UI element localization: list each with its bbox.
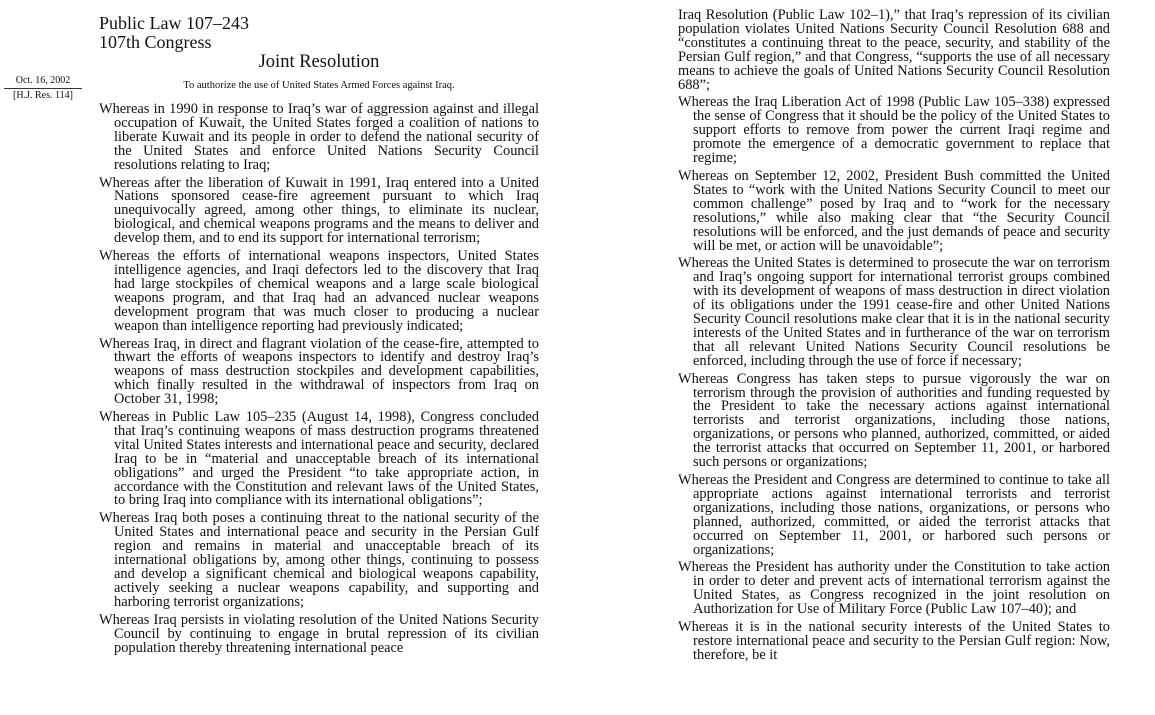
whereas-clause: Whereas the efforts of international weapons inspectors, United States intelligence agencies, and Iraqi defectors led to the discovery that Iraq had large stockpiles of chemical weapons and a large scale biological weapons program, and that Iraq had an advanced nuclear weapons development program that was much closer to producing a nuclear weapon than intelligence reporting had previously indicated;	[99, 248, 539, 334]
whereas-clause: Whereas the President has authority under the Constitution to take action in order to deter and prevent acts of international terrorism against the United States, as Congress recognized in the joint resolution on Authorization for Use of Military Force (Public Law 107–40); and	[678, 559, 1110, 618]
continued-clause: Iraq Resolution (Public Law 102–1),” that Iraq’s repression of its civilian population violates United Nations Security Council Resolution 688 and “constitutes a continuing threat to the peace, security, and stability of the Persian Gulf region,” and that Congress, “supports the use of all necessary means to achieve the goals of United Nations Security Council Resolution 688”;	[678, 7, 1110, 93]
whereas-clause: Whereas Iraq both poses a continuing threat to the national security of the United States and international peace and security in the Persian Gulf region and remains in material and unacceptable breach of its international obligations by, among other things, continuing to possess and develop a significant chemical and biological weapons capability, actively seeking a nuclear weapons capability, and supporting and harboring terrorist organizations;	[99, 510, 539, 610]
whereas-clause: Whereas on September 12, 2002, President Bush committed the United States to “work with the United Nations Security Council to meet our common challenge” posed by Iraq and to “work for the necessary resolutions,” while also making clear that “the Security Council resolutions will be enforced, and the just demands of peace and security will be met, or action will be unavoidable”;	[678, 167, 1110, 254]
whereas-clause: Whereas Iraq, in direct and flagrant violation of the cease-fire, attempted to thwart the efforts of weapons inspectors to identify and destroy Iraq’s weapons of mass destruction stockpiles and development capabilities, which finally resulted in the withdrawal of inspectors from Iraq on October 31, 1998;	[99, 335, 539, 408]
left-page	[0, 0, 560, 715]
whereas-clause: Whereas after the liberation of Kuwait in 1991, Iraq entered into a United Nations sponsored cease-fire agreement pursuant to which Iraq unequivocally agreed, among other things, to eliminate its nuclear, biological, and chemical weapons programs and the means to deliver and develop them, and to end its support for international terrorism;	[99, 174, 539, 247]
whereas-clause: Whereas in Public Law 105–235 (August 14, 1998), Congress concluded that Iraq’s continuing weapons of mass destruction programs threatened vital United States interests and international peace and security, declared Iraq to be in “material and unacceptable breach of its international obligations” and urged the President “to take appropriate action, in accordance with the Constitution and relevant laws of the United States, to bring Iraq into compliance with its international obligations”;	[99, 409, 539, 509]
whereas-clause: Whereas it is in the national security interests of the United States to restore international peace and security to the Persian Gulf region: Now, therefore, be it	[678, 619, 1110, 663]
whereas-clause: Whereas the Iraq Liberation Act of 1998 (Public Law 105–338) expressed the sense of Congress that it should be the policy of the United States to support efforts to remove from power the current Iraqi regime and promote the emergence of a democratic government to replace that regime;	[678, 94, 1110, 167]
right-whereas-list	[678, 9, 1110, 667]
purpose-statement: To authorize the use of United States Armed Forces against Iraq.	[183, 80, 455, 91]
whereas-clause: Whereas the President and Congress are determined to continue to take all appropriate actions against international terrorists and terrorist organizations, including those nations, organizations, or persons who planned, authorized, committed, or aided the terrorist attacks that occurred on September 11, 2001, or harbored such persons or organizations;	[678, 472, 1110, 558]
document-title: Joint Resolution	[258, 52, 380, 72]
whereas-clause: Whereas in 1990 in response to Iraq’s war of aggression against and illegal occupation of Kuwait, the United States forged a coalition of nations to liberate Kuwait and its people in order to defend the national security of the United States and enforce United Nations Security Council resolutions relating to Iraq;	[99, 101, 539, 173]
left-whereas-list	[99, 103, 539, 659]
whereas-clause: Whereas Congress has taken steps to pursue vigorously the war on terrorism through the provision of authorities and funding requested by the President to take the necessary actions against international terrorists and terrorist organizations, including those nations, organizations, or persons who planned, authorized, committed, or aided the terrorist attacks that occurred on September 11, 2001, or harbored such persons or organizations;	[678, 370, 1110, 471]
law-number: Public Law 107–243	[99, 13, 249, 33]
whereas-clause: Whereas Iraq persists in violating resolution of the United Nations Security Council by continuing to engage in brutal repression of its civilian population thereby threatening international peace	[99, 611, 539, 656]
margin-date: Oct. 16, 2002	[4, 75, 82, 89]
margin-bill-number: [H.J. Res. 114]	[13, 90, 73, 101]
whereas-clause: Whereas the United States is determined to prosecute the war on terrorism and Iraq’s ongoing support for international terrorist groups combined with its development of weapons of mass destruction in direct violation of its obligations under the 1991 cease-fire and other United Nations Security Council resolutions make clear that it is in the national security interests of the United States and in furtherance of the war on terrorism that all relevant United Nations Security Council resolutions be enforced, including through the use of force if necessary;	[678, 255, 1110, 369]
congress-label: 107th Congress	[99, 32, 212, 52]
